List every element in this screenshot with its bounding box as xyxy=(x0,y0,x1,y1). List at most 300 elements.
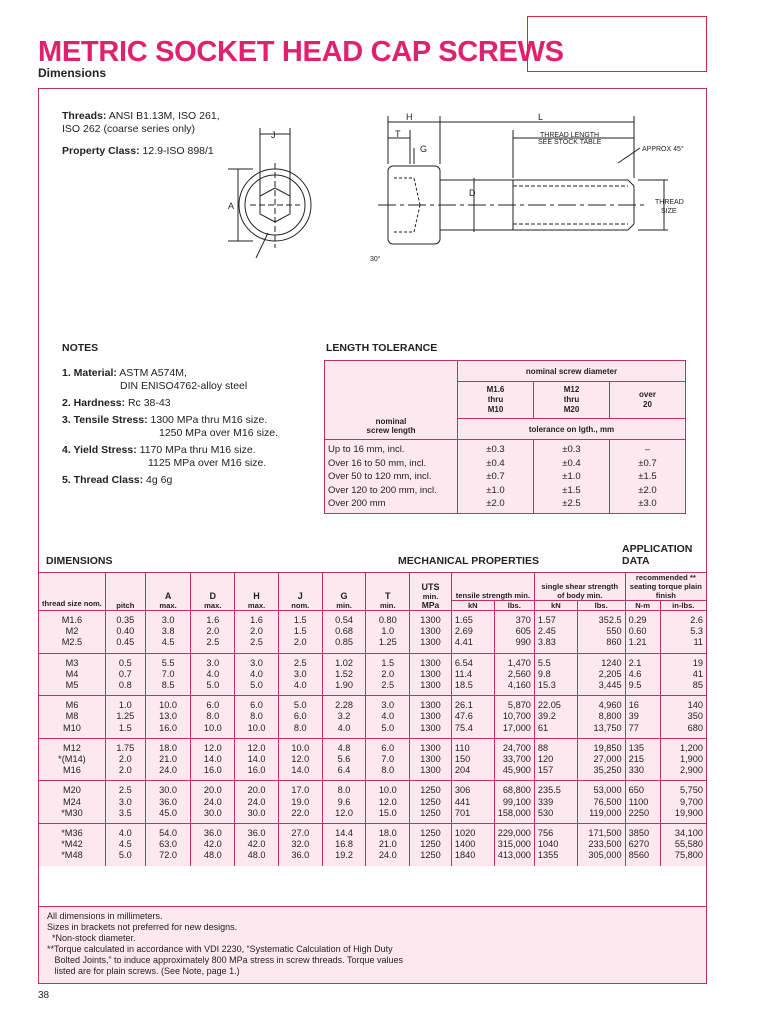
thread-label: THREAD xyxy=(655,199,684,206)
tolerance-cell: ±2.5 xyxy=(534,497,610,513)
value-cell: 10.0 xyxy=(366,781,410,797)
value-cell: 8.0 xyxy=(235,711,279,722)
value-cell: 20.0 xyxy=(235,781,279,797)
dim-label-g: G xyxy=(420,144,428,154)
value-cell: 701 xyxy=(451,808,494,824)
value-cell: 1250 xyxy=(410,808,452,824)
value-cell: 233,500 xyxy=(577,839,625,850)
value-cell: 11 xyxy=(660,637,706,653)
value-cell: 1300 xyxy=(410,723,452,739)
value-cell: 2,205 xyxy=(577,669,625,680)
value-cell: 3.0 xyxy=(145,611,191,627)
value-cell: 6270 xyxy=(625,839,660,850)
value-cell: 5.5 xyxy=(534,653,577,669)
table-row xyxy=(39,696,706,712)
length-range-cell: Over 200 mm xyxy=(328,498,386,509)
value-cell: 4.0 xyxy=(366,711,410,722)
value-cell: 27,000 xyxy=(577,754,625,765)
thread-size-header: thread size nom. xyxy=(39,573,105,611)
value-cell: 680 xyxy=(660,723,706,739)
thread-size-cell: *M30 xyxy=(61,807,83,818)
value-cell: 22.0 xyxy=(278,808,322,824)
value-cell: 305,000 xyxy=(577,850,625,865)
value-cell: 3.0 xyxy=(366,696,410,712)
thread-size-cell: *M42 xyxy=(61,839,83,850)
a-header: A xyxy=(145,573,191,601)
seating-torque-header: recommended ** seating torque plain finish xyxy=(625,573,706,601)
thread-size-cell: M6 xyxy=(39,696,105,712)
footnote-line: Bolted Joints,” to induce approximately 800 MPa stress in screw threads. Torque values xyxy=(47,955,404,965)
value-cell: 1.6 xyxy=(191,611,235,627)
value-cell: 135 xyxy=(625,738,660,754)
table-row xyxy=(39,781,706,797)
value-cell: 3850 xyxy=(625,824,660,840)
shear-lbs-header: lbs. xyxy=(577,601,625,611)
value-cell: 0.85 xyxy=(322,637,366,653)
notes-section xyxy=(62,342,312,491)
value-cell: 54.0 xyxy=(145,824,191,840)
uts-min-label: min. xyxy=(422,591,439,601)
value-cell: 119,000 xyxy=(577,808,625,824)
table-row xyxy=(39,738,706,754)
value-cell: 2.5 xyxy=(191,637,235,653)
value-cell: 4.8 xyxy=(322,738,366,754)
value-cell: 1.21 xyxy=(625,637,660,653)
col-m16-m10 xyxy=(458,382,534,419)
j-header: J xyxy=(278,573,322,601)
col-m12-m20 xyxy=(534,382,610,419)
table-row xyxy=(39,680,706,696)
value-cell: 30.0 xyxy=(145,781,191,797)
value-cell: 1.75 xyxy=(105,738,145,754)
value-cell: 5.3 xyxy=(660,626,706,637)
value-cell: 4.6 xyxy=(625,669,660,680)
note-label: 1. Material: xyxy=(62,367,117,379)
dimensions-heading: DIMENSIONS xyxy=(46,555,113,567)
col3-l1: over xyxy=(639,390,656,399)
length-tolerance-title: LENGTH TOLERANCE xyxy=(326,342,438,354)
thread-size-cell: M5 xyxy=(65,680,79,691)
tolerance-cell: ±1.5 xyxy=(534,484,610,498)
value-cell: 1.52 xyxy=(322,669,366,680)
value-cell: 2,560 xyxy=(494,669,534,680)
value-cell: 4.0 xyxy=(235,669,279,680)
value-cell: 1.5 xyxy=(278,626,322,637)
value-cell: 1240 xyxy=(577,653,625,669)
see-stock-label: SEE STOCK TABLE xyxy=(538,139,602,146)
table-row xyxy=(39,653,706,669)
value-cell: 3.0 xyxy=(235,653,279,669)
value-cell: 4.0 xyxy=(322,723,366,739)
value-cell: 2.6 xyxy=(660,611,706,627)
note-label: 5. Thread Class: xyxy=(62,474,144,486)
value-cell: 8.0 xyxy=(366,765,410,781)
tolerance-cell: ±0.4 xyxy=(458,457,534,471)
note-text: 4g 6g xyxy=(146,474,173,486)
value-cell: 1.6 xyxy=(235,611,279,627)
tolerance-row xyxy=(325,440,686,457)
value-cell: 24.0 xyxy=(366,850,410,865)
value-cell: 157 xyxy=(534,765,577,781)
tolerance-cell: ±0.3 xyxy=(458,440,534,457)
value-cell: 5.0 xyxy=(366,723,410,739)
value-cell: 5.0 xyxy=(191,680,235,696)
value-cell: 24.0 xyxy=(235,797,279,808)
value-cell: 0.54 xyxy=(322,611,366,627)
value-cell: 441 xyxy=(451,797,494,808)
note-text-2: 1250 MPa over M16 size. xyxy=(159,427,279,439)
value-cell: 756 xyxy=(534,824,577,840)
screw-diagram xyxy=(228,108,698,268)
uts-header xyxy=(410,573,452,601)
value-cell: 63.0 xyxy=(145,839,191,850)
value-cell: 17.0 xyxy=(278,781,322,797)
value-cell: 75.4 xyxy=(451,723,494,739)
value-cell: 2,900 xyxy=(660,765,706,781)
value-cell: 1300 xyxy=(410,637,452,653)
value-cell: 352.5 xyxy=(577,611,625,627)
value-cell: 8.0 xyxy=(278,723,322,739)
col1-l1: M1.6 xyxy=(486,385,505,394)
value-cell: 76,500 xyxy=(577,797,625,808)
tolerance-row xyxy=(325,497,686,513)
value-cell: 8560 xyxy=(625,850,660,865)
value-cell: 6.0 xyxy=(191,696,235,712)
tolerance-cell: ±1.0 xyxy=(458,484,534,498)
tolerance-cell: – xyxy=(610,440,686,457)
value-cell: 12.0 xyxy=(322,808,366,824)
table-row xyxy=(39,850,706,865)
thread-size-cell: M24 xyxy=(63,796,81,807)
value-cell: 10,700 xyxy=(494,711,534,722)
value-cell: 12.0 xyxy=(366,797,410,808)
value-cell: 1840 xyxy=(451,850,494,865)
shear-kn-header: kN xyxy=(534,601,577,611)
nominal-length-header-l2: screw length xyxy=(366,426,416,435)
tolerance-cell: ±0.7 xyxy=(458,470,534,484)
value-cell: 0.68 xyxy=(322,626,366,637)
value-cell: 9.6 xyxy=(322,797,366,808)
value-cell: 17,000 xyxy=(494,723,534,739)
value-cell: 4.41 xyxy=(451,637,494,653)
t-header: T xyxy=(366,573,410,601)
thread-size-cell: M12 xyxy=(39,738,105,754)
value-cell: 4.0 xyxy=(278,680,322,696)
value-cell: 72.0 xyxy=(145,850,191,865)
value-cell: 0.45 xyxy=(105,637,145,653)
value-cell: 1300 xyxy=(410,711,452,722)
tolerance-row xyxy=(325,470,686,484)
length-range-cell: Over 16 to 50 mm, incl. xyxy=(328,457,427,469)
value-cell: 204 xyxy=(451,765,494,781)
value-cell: 48.0 xyxy=(191,850,235,865)
value-cell: 8,800 xyxy=(577,711,625,722)
torque-nm-header: N-m xyxy=(625,601,660,611)
threads-spec xyxy=(62,110,237,136)
value-cell: 0.40 xyxy=(105,626,145,637)
value-cell: 19.2 xyxy=(322,850,366,865)
value-cell: 2.5 xyxy=(278,653,322,669)
value-cell: 0.35 xyxy=(105,611,145,627)
length-range-cell: Over 120 to 200 mm, incl. xyxy=(328,484,437,496)
approx-45-label: APPROX 45° xyxy=(642,146,684,153)
value-cell: 4.0 xyxy=(105,824,145,840)
value-cell: 26.1 xyxy=(451,696,494,712)
note-item xyxy=(62,397,312,410)
value-cell: 1.02 xyxy=(322,653,366,669)
value-cell: 9,700 xyxy=(660,797,706,808)
value-cell: 30.0 xyxy=(191,808,235,824)
thread-size-cell: M2 xyxy=(65,626,79,637)
value-cell: 15.0 xyxy=(366,808,410,824)
torque-inlbs-header: in-lbs. xyxy=(660,601,706,611)
value-cell: 35,250 xyxy=(577,765,625,781)
value-cell: 3.5 xyxy=(105,808,145,824)
value-cell: 24.0 xyxy=(145,765,191,781)
col2-l3: M20 xyxy=(563,405,580,414)
d-header: D xyxy=(191,573,235,601)
value-cell: 110 xyxy=(451,738,494,754)
dimensions-table xyxy=(39,572,706,866)
value-cell: 12.0 xyxy=(278,754,322,765)
value-cell: 39 xyxy=(625,711,660,722)
table-row xyxy=(39,839,706,850)
value-cell: 5.6 xyxy=(322,754,366,765)
value-cell: 2.5 xyxy=(235,637,279,653)
value-cell: 1400 xyxy=(451,839,494,850)
value-cell: 18.0 xyxy=(145,738,191,754)
length-range-cell: Up to 16 mm, incl. xyxy=(328,444,405,455)
value-cell: 14.0 xyxy=(235,754,279,765)
value-cell: 11.4 xyxy=(451,669,494,680)
note-text-2: 1125 MPa over M16 size. xyxy=(148,457,267,469)
nominal-length-header-l1: nominal xyxy=(375,417,407,426)
value-cell: 5.5 xyxy=(145,653,191,669)
value-cell: 5,870 xyxy=(494,696,534,712)
value-cell: 19,900 xyxy=(660,808,706,824)
value-cell: 32.0 xyxy=(278,839,322,850)
note-label: 3. Tensile Stress: xyxy=(62,414,148,426)
value-cell: 215 xyxy=(625,754,660,765)
value-cell: 53,000 xyxy=(577,781,625,797)
tensile-lbs-header: lbs. xyxy=(494,601,534,611)
value-cell: 550 xyxy=(577,626,625,637)
value-cell: 0.5 xyxy=(105,653,145,669)
value-cell: 990 xyxy=(494,637,534,653)
value-cell: 5.0 xyxy=(278,696,322,712)
value-cell: 4.5 xyxy=(145,637,191,653)
value-cell: 306 xyxy=(451,781,494,797)
value-cell: 171,500 xyxy=(577,824,625,840)
note-text: 1170 MPa thru M16 size. xyxy=(139,444,256,456)
mpa-header: MPa xyxy=(410,601,452,611)
value-cell: 24,700 xyxy=(494,738,534,754)
value-cell: 0.7 xyxy=(105,669,145,680)
value-cell: 9.8 xyxy=(534,669,577,680)
value-cell: 3.8 xyxy=(145,626,191,637)
value-cell: 13.0 xyxy=(145,711,191,722)
value-cell: 0.60 xyxy=(625,626,660,637)
value-cell: 4,160 xyxy=(494,680,534,696)
dim-label-t: T xyxy=(395,129,401,139)
value-cell: 14.0 xyxy=(278,765,322,781)
value-cell: 2.0 xyxy=(105,754,145,765)
thread-size-cell: M20 xyxy=(39,781,105,797)
value-cell: 15.3 xyxy=(534,680,577,696)
value-cell: 1300 xyxy=(410,611,452,627)
note-label: 2. Hardness: xyxy=(62,397,126,409)
value-cell: 16.0 xyxy=(191,765,235,781)
value-cell: 315,000 xyxy=(494,839,534,850)
empty-label-box xyxy=(527,16,707,72)
value-cell: 2.0 xyxy=(235,626,279,637)
thread-size-cell: M8 xyxy=(65,711,79,722)
nominal-length-header xyxy=(325,361,458,440)
value-cell: 75,800 xyxy=(660,850,706,865)
footnotes xyxy=(39,906,706,983)
value-cell: 34,100 xyxy=(660,824,706,840)
value-cell: 1250 xyxy=(410,839,452,850)
value-cell: 36.0 xyxy=(191,824,235,840)
tensile-kn-header: kN xyxy=(451,601,494,611)
col1-l3: M10 xyxy=(487,405,504,414)
h-max-header: max. xyxy=(235,601,279,611)
value-cell: 7.0 xyxy=(366,754,410,765)
col2-l1: M12 xyxy=(563,385,580,394)
value-cell: 2.5 xyxy=(105,781,145,797)
note-item xyxy=(62,474,312,487)
col3-l2: 20 xyxy=(643,400,652,409)
col2-l2: thru xyxy=(563,395,580,404)
dim-label-j: J xyxy=(271,130,276,140)
value-cell: 42.0 xyxy=(235,839,279,850)
thread-size-cell: *M48 xyxy=(61,850,83,861)
value-cell: 6.0 xyxy=(278,711,322,722)
value-cell: 2.0 xyxy=(278,637,322,653)
tolerance-cell: ±0.4 xyxy=(534,457,610,471)
value-cell: 1300 xyxy=(410,669,452,680)
table-row xyxy=(39,797,706,808)
value-cell: 1250 xyxy=(410,850,452,865)
application-data-heading xyxy=(622,543,692,567)
a-max-header: max. xyxy=(145,601,191,611)
value-cell: 3.83 xyxy=(534,637,577,653)
dim-label-l: L xyxy=(538,112,544,122)
tolerance-cell: ±0.7 xyxy=(610,457,686,471)
value-cell: 3.2 xyxy=(322,711,366,722)
value-cell: 10.0 xyxy=(145,696,191,712)
value-cell: 36.0 xyxy=(145,797,191,808)
value-cell: 2250 xyxy=(625,808,660,824)
thread-size-cell: M1.6 xyxy=(39,611,105,627)
value-cell: 530 xyxy=(534,808,577,824)
value-cell: 77 xyxy=(625,723,660,739)
tolerance-row xyxy=(325,484,686,498)
value-cell: 3.0 xyxy=(191,653,235,669)
value-cell: 1300 xyxy=(410,653,452,669)
tolerance-cell: ±2.0 xyxy=(610,484,686,498)
page-title: METRIC SOCKET HEAD CAP SCREWS xyxy=(38,36,564,68)
page-subtitle: Dimensions xyxy=(38,66,107,80)
value-cell: 10.0 xyxy=(235,723,279,739)
value-cell: 6.54 xyxy=(451,653,494,669)
value-cell: 4.0 xyxy=(191,669,235,680)
value-cell: 2.0 xyxy=(191,626,235,637)
value-cell: 36.0 xyxy=(235,824,279,840)
value-cell: 41 xyxy=(660,669,706,680)
note-text-2: DIN ENISO4762-alloy steel xyxy=(120,380,248,392)
value-cell: 16 xyxy=(625,696,660,712)
value-cell: 2.1 xyxy=(625,653,660,669)
value-cell: 39.2 xyxy=(534,711,577,722)
value-cell: 6.4 xyxy=(322,765,366,781)
value-cell: 1.25 xyxy=(105,711,145,722)
pitch-header: pitch xyxy=(105,573,145,611)
property-class-label: Property Class: xyxy=(62,145,140,157)
table-row xyxy=(39,808,706,824)
value-cell: 13,750 xyxy=(577,723,625,739)
table-row xyxy=(39,611,706,627)
value-cell: 370 xyxy=(494,611,534,627)
length-tolerance-table xyxy=(324,360,686,514)
value-cell: 2.69 xyxy=(451,626,494,637)
value-cell: 12.0 xyxy=(235,738,279,754)
note-text: ASTM A574M, xyxy=(119,367,187,379)
value-cell: 99,100 xyxy=(494,797,534,808)
thread-size-cell: M2.5 xyxy=(61,637,83,648)
value-cell: 10.0 xyxy=(191,723,235,739)
value-cell: 1,900 xyxy=(660,754,706,765)
length-range-cell: Over 50 to 120 mm, incl. xyxy=(328,471,432,482)
dim-label-d: D xyxy=(469,188,476,198)
value-cell: 3,445 xyxy=(577,680,625,696)
d-max-header: max. xyxy=(191,601,235,611)
value-cell: 3.0 xyxy=(278,669,322,680)
value-cell: 350 xyxy=(660,711,706,722)
value-cell: 1250 xyxy=(410,824,452,840)
tensile-strength-header: tensile strength min. xyxy=(451,573,534,601)
value-cell: 1.5 xyxy=(366,653,410,669)
value-cell: 120 xyxy=(534,754,577,765)
value-cell: 18.0 xyxy=(366,824,410,840)
table-row xyxy=(39,754,706,765)
table-row xyxy=(39,637,706,653)
value-cell: 650 xyxy=(625,781,660,797)
value-cell: 6.0 xyxy=(235,696,279,712)
value-cell: 21.0 xyxy=(145,754,191,765)
g-header: G xyxy=(322,573,366,601)
value-cell: 48.0 xyxy=(235,850,279,865)
table-row xyxy=(39,765,706,781)
value-cell: 1.0 xyxy=(105,696,145,712)
value-cell: 158,000 xyxy=(494,808,534,824)
h-header: H xyxy=(235,573,279,601)
t-min-header: min. xyxy=(366,601,410,611)
note-label: 4. Yield Stress: xyxy=(62,444,137,456)
thread-size-cell: M3 xyxy=(39,653,105,669)
value-cell: 45,900 xyxy=(494,765,534,781)
uts-label: UTS xyxy=(421,581,440,592)
dim-label-a: A xyxy=(228,201,235,211)
value-cell: 1.65 xyxy=(451,611,494,627)
value-cell: 27.0 xyxy=(278,824,322,840)
value-cell: 4.5 xyxy=(105,839,145,850)
note-item xyxy=(62,414,312,440)
dim-label-30deg: 30° xyxy=(370,256,381,263)
value-cell: 860 xyxy=(577,637,625,653)
threads-label: Threads: xyxy=(62,110,107,122)
mechanical-properties-heading: MECHANICAL PROPERTIES xyxy=(398,555,539,567)
